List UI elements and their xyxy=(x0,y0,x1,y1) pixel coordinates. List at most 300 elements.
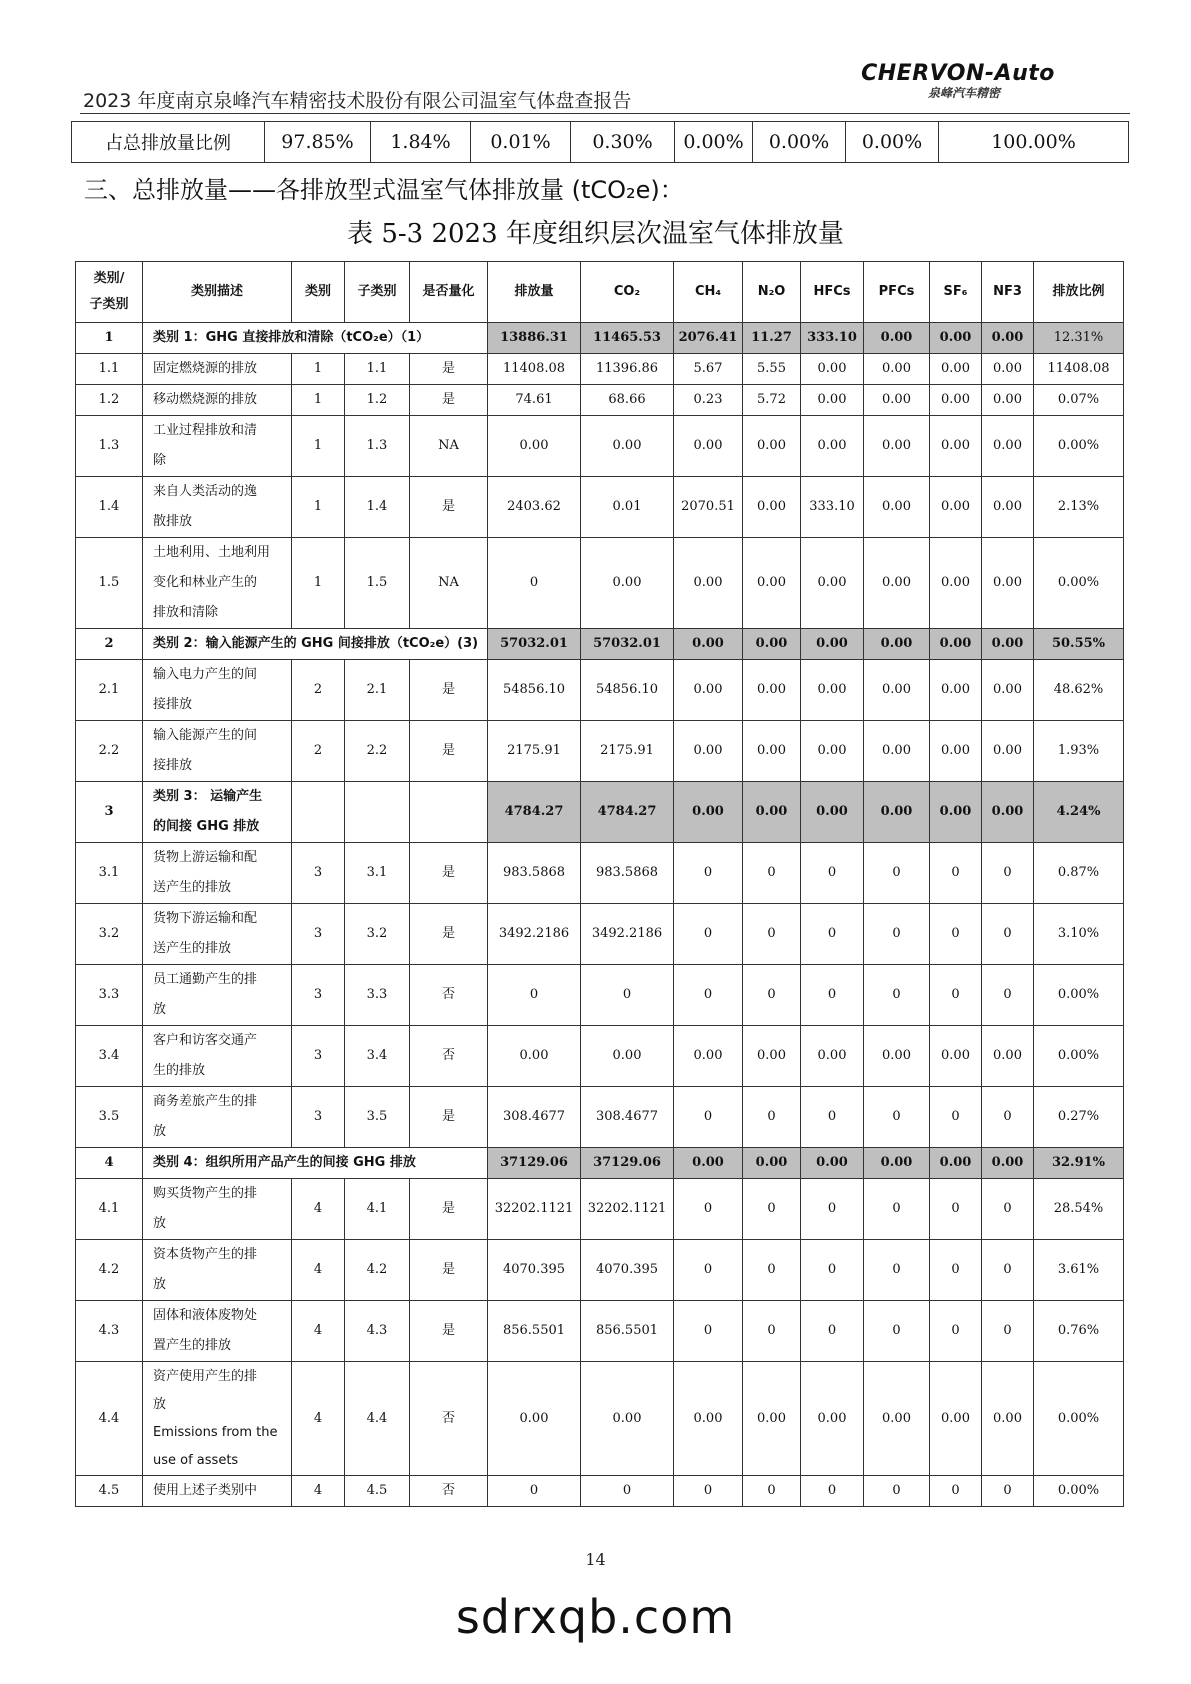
table-cell: 0.00 xyxy=(743,629,801,660)
table-cell: 308.4677 xyxy=(581,1087,674,1148)
table-cell xyxy=(143,660,292,721)
table-cell: 否 xyxy=(410,1362,488,1476)
table-cell: 4.1 xyxy=(345,1179,410,1240)
table-cell: 0.00 xyxy=(930,721,982,782)
cell-text-line: 来自人类活动的逸 xyxy=(153,484,258,499)
table-cell xyxy=(143,782,292,843)
table-cell: 3 xyxy=(292,843,345,904)
table-cell: 0.23 xyxy=(674,385,743,416)
table-cell: 3492.2186 xyxy=(488,904,581,965)
table-cell: 0.00 xyxy=(930,782,982,843)
table-cell: 0.00 xyxy=(674,629,743,660)
table-cell: 0.00 xyxy=(982,538,1034,629)
table-cell xyxy=(143,1026,292,1087)
table-cell: 68.66 xyxy=(581,385,674,416)
table-cell: 2.1 xyxy=(76,660,143,721)
table-cell: 0.87% xyxy=(1034,843,1124,904)
table-cell: 0 xyxy=(982,904,1034,965)
table-cell: 2.2 xyxy=(345,721,410,782)
col-header-id xyxy=(76,262,143,323)
table-cell: 0.00 xyxy=(930,416,982,477)
table-body xyxy=(76,323,1124,1507)
table-cell: 1.2 xyxy=(345,385,410,416)
table-cell: 0 xyxy=(930,1179,982,1240)
col-header-co2: CO₂ xyxy=(581,262,674,323)
table-cell: 3492.2186 xyxy=(581,904,674,965)
table-cell: 3.5 xyxy=(345,1087,410,1148)
table-cell: 0 xyxy=(743,1301,801,1362)
table-cell: 0 xyxy=(864,1087,930,1148)
cell-text-line: 放 xyxy=(153,1124,167,1139)
table-cell: 0.00% xyxy=(1034,538,1124,629)
table-cell: 固定燃烧源的排放 xyxy=(143,354,292,385)
table-cell: 13886.31 xyxy=(488,323,581,354)
cell-text-line: 置产生的排放 xyxy=(153,1338,232,1353)
table-cell: 0 xyxy=(982,1179,1034,1240)
table-cell: 0.00 xyxy=(581,416,674,477)
table-cell: 1.93% xyxy=(1034,721,1124,782)
table-cell: 2175.91 xyxy=(488,721,581,782)
col-header-ch4: CH₄ xyxy=(674,262,743,323)
table-cell: 0.00 xyxy=(488,416,581,477)
table-cell: 0.00 xyxy=(488,1026,581,1087)
table-cell: 0 xyxy=(801,1476,864,1507)
table-cell: 3 xyxy=(292,965,345,1026)
table-cell: 0.00% xyxy=(1034,1026,1124,1087)
table-cell: 57032.01 xyxy=(488,629,581,660)
table-cell xyxy=(143,904,292,965)
table-cell: 0.00 xyxy=(982,323,1034,354)
table-cell: 0.00% xyxy=(1034,1476,1124,1507)
table-cell: 0 xyxy=(982,1087,1034,1148)
table-cell: 0.00 xyxy=(674,1026,743,1087)
watermark-text: sdrxqb.com xyxy=(455,1590,736,1644)
table-cell: 0.00 xyxy=(930,323,982,354)
table-cell: 4 xyxy=(292,1240,345,1301)
table-cell: 0 xyxy=(801,904,864,965)
cell-text-line: 土地利用、土地利用 xyxy=(153,545,271,560)
cell-text-line: 商务差旅产生的排 xyxy=(153,1094,258,1109)
table-cell: 32202.1121 xyxy=(488,1179,581,1240)
table-cell: 3.4 xyxy=(345,1026,410,1087)
table-cell: 856.5501 xyxy=(488,1301,581,1362)
table-cell: 3.10% xyxy=(1034,904,1124,965)
table-cell: 0 xyxy=(801,1179,864,1240)
table-row xyxy=(76,1026,1124,1087)
table-cell: 2.1 xyxy=(345,660,410,721)
cell-text-line: 输入电力产生的间 xyxy=(153,667,258,682)
table-cell: 0.00 xyxy=(982,629,1034,660)
table-cell: 0.01 xyxy=(581,477,674,538)
table-cell: 0 xyxy=(982,1240,1034,1301)
table-cell: 1 xyxy=(292,538,345,629)
table-cell: 856.5501 xyxy=(581,1301,674,1362)
table-cell: 0 xyxy=(801,1240,864,1301)
table-cell: 是 xyxy=(410,904,488,965)
table-cell: 0.00 xyxy=(801,1362,864,1476)
cell-text-line: 子类别 xyxy=(89,297,129,312)
table-row xyxy=(76,538,1124,629)
table-row xyxy=(76,1362,1124,1476)
table-cell: 0 xyxy=(674,1087,743,1148)
table-cell: 983.5868 xyxy=(581,843,674,904)
table-cell: 3.5 xyxy=(76,1087,143,1148)
table-cell: 0 xyxy=(743,843,801,904)
table-cell: 0.00 xyxy=(743,477,801,538)
table-cell xyxy=(143,1179,292,1240)
table-cell: 0.00 xyxy=(864,354,930,385)
table-cell: 0 xyxy=(930,1240,982,1301)
cell-text-line: 放 xyxy=(153,1396,167,1412)
table-cell: 0 xyxy=(743,1087,801,1148)
table-cell: 3 xyxy=(292,1087,345,1148)
table-cell: 5.72 xyxy=(743,385,801,416)
table-cell: 1.3 xyxy=(76,416,143,477)
table-cell: 1.4 xyxy=(76,477,143,538)
table-row xyxy=(76,1179,1124,1240)
table-cell: 0.00 xyxy=(801,1148,864,1179)
emissions-table xyxy=(75,261,1124,1507)
table-cell: 0 xyxy=(930,1087,982,1148)
table-cell: 0 xyxy=(801,965,864,1026)
col-header-n2o: N₂O xyxy=(743,262,801,323)
table-cell: 是 xyxy=(410,477,488,538)
table-cell: 4.5 xyxy=(345,1476,410,1507)
table-cell: 0 xyxy=(864,1179,930,1240)
table-row xyxy=(76,385,1124,416)
cell-text-line: 资产使用产生的排 xyxy=(153,1368,258,1384)
table-cell: 0.00 xyxy=(864,1026,930,1087)
table-cell: 2 xyxy=(76,629,143,660)
table-cell: 3.1 xyxy=(76,843,143,904)
table-cell: 0.00 xyxy=(801,538,864,629)
table-cell: 1.4 xyxy=(345,477,410,538)
cell-text-line: 放 xyxy=(153,1216,167,1231)
col-header-desc: 类别描述 xyxy=(143,262,292,323)
table-cell: 3.1 xyxy=(345,843,410,904)
table-cell: 0.00 xyxy=(930,538,982,629)
table-cell: 否 xyxy=(410,1026,488,1087)
table-cell: 0.00 xyxy=(743,660,801,721)
table-cell: 0 xyxy=(930,904,982,965)
table-cell: 0.00 xyxy=(801,416,864,477)
table-cell: 1.2 xyxy=(76,385,143,416)
table-cell: 4.4 xyxy=(76,1362,143,1476)
table-row xyxy=(76,660,1124,721)
table-cell: 1.5 xyxy=(345,538,410,629)
table-cell: 4.4 xyxy=(345,1362,410,1476)
table-cell: 0 xyxy=(801,1301,864,1362)
table-cell: 是 xyxy=(410,1301,488,1362)
table-cell: 32.91% xyxy=(1034,1148,1124,1179)
cell-text-line: 输入能源产生的间 xyxy=(153,728,258,743)
table-cell: 0.00 xyxy=(674,660,743,721)
table-cell: 否 xyxy=(410,965,488,1026)
table-cell: 3.61% xyxy=(1034,1240,1124,1301)
table-cell: 0.00 xyxy=(930,660,982,721)
logo-text: CHERVON-Auto xyxy=(861,61,1055,86)
table-cell: 0.00% xyxy=(1034,965,1124,1026)
table-cell: 是 xyxy=(410,1087,488,1148)
table-cell: 移动燃烧源的排放 xyxy=(143,385,292,416)
cell-text-line: 资本货物产生的排 xyxy=(153,1247,258,1262)
table-cell: 3.4 xyxy=(76,1026,143,1087)
table-cell: 0 xyxy=(982,965,1034,1026)
table-cell: 是 xyxy=(410,721,488,782)
table-cell: 2.2 xyxy=(76,721,143,782)
table-cell: 0 xyxy=(581,1476,674,1507)
table-cell: 74.61 xyxy=(488,385,581,416)
table-cell: 4 xyxy=(292,1362,345,1476)
table-cell: 0.00 xyxy=(743,1148,801,1179)
table-cell: 3.3 xyxy=(345,965,410,1026)
table-header-row xyxy=(76,262,1124,323)
table-cell: 0.00% xyxy=(1034,416,1124,477)
col-header-sf6: SF₆ xyxy=(930,262,982,323)
table-cell: 0 xyxy=(864,965,930,1026)
table-cell: 3 xyxy=(76,782,143,843)
table-row xyxy=(76,904,1124,965)
table-cell: 0.00 xyxy=(982,721,1034,782)
table-cell: 0 xyxy=(864,1476,930,1507)
table-cell: 0 xyxy=(743,1476,801,1507)
header-divider xyxy=(80,113,1130,114)
table-cell: 4 xyxy=(292,1301,345,1362)
table-cell: 1 xyxy=(292,354,345,385)
table-cell: 0 xyxy=(674,1476,743,1507)
share-value: 1.84% xyxy=(371,122,471,163)
table-cell: 0.00 xyxy=(801,354,864,385)
table-row xyxy=(76,965,1124,1026)
table-cell: 4.2 xyxy=(76,1240,143,1301)
table-cell: 1 xyxy=(292,416,345,477)
table-cell: NA xyxy=(410,538,488,629)
table-caption: 表 5-3 2023 年度组织层次温室气体排放量 xyxy=(347,219,844,249)
table-cell: 否 xyxy=(410,1476,488,1507)
table-cell: 0.00 xyxy=(743,538,801,629)
cell-text-line: use of assets xyxy=(153,1452,239,1468)
table-cell: 3 xyxy=(292,1026,345,1087)
table-cell: 0.00 xyxy=(982,416,1034,477)
share-row xyxy=(72,122,1129,163)
table-cell: 0.00 xyxy=(674,721,743,782)
table-cell: 0.00 xyxy=(864,1362,930,1476)
table-cell: 0.76% xyxy=(1034,1301,1124,1362)
table-cell: 0 xyxy=(743,1179,801,1240)
table-cell: 0.00 xyxy=(864,1148,930,1179)
table-cell: 0.00 xyxy=(801,721,864,782)
table-cell xyxy=(410,782,488,843)
table-cell: 0 xyxy=(930,1476,982,1507)
table-cell: 0 xyxy=(674,1240,743,1301)
table-cell: 0.00 xyxy=(864,385,930,416)
table-cell: 0.00 xyxy=(982,385,1034,416)
table-cell: 0.00 xyxy=(930,1148,982,1179)
table-cell: 0.00 xyxy=(864,660,930,721)
table-cell: 0 xyxy=(930,1301,982,1362)
table-row xyxy=(76,323,1124,354)
table-row xyxy=(76,1087,1124,1148)
table-cell: 0.00 xyxy=(801,1026,864,1087)
table-cell: 类别 1：GHG 直接排放和清除（tCO₂e）（1） xyxy=(143,323,488,354)
cell-text-line: 生的排放 xyxy=(153,1063,206,1078)
table-cell: 333.10 xyxy=(801,323,864,354)
table-cell: 是 xyxy=(410,1179,488,1240)
table-cell: 0.00 xyxy=(581,1362,674,1476)
table-cell: 3.2 xyxy=(76,904,143,965)
share-value: 0.01% xyxy=(471,122,571,163)
company-logo xyxy=(858,62,1058,100)
table-cell: 0.00 xyxy=(864,629,930,660)
table-cell: 0.00 xyxy=(864,782,930,843)
table-cell: 4.1 xyxy=(76,1179,143,1240)
table-cell: 0.00 xyxy=(743,1362,801,1476)
table-cell: 1.3 xyxy=(345,416,410,477)
table-cell: 0 xyxy=(581,965,674,1026)
table-cell: 50.55% xyxy=(1034,629,1124,660)
col-header-quantified: 是否量化 xyxy=(410,262,488,323)
table-row xyxy=(76,1476,1124,1507)
cell-text-line: 放 xyxy=(153,1002,167,1017)
table-cell: 308.4677 xyxy=(488,1087,581,1148)
table-cell xyxy=(143,1362,292,1476)
col-header-nf3: NF3 xyxy=(982,262,1034,323)
table-cell: 4784.27 xyxy=(488,782,581,843)
table-cell: 5.67 xyxy=(674,354,743,385)
cell-text-line: 接排放 xyxy=(153,758,193,773)
table-cell xyxy=(292,782,345,843)
table-cell: 57032.01 xyxy=(581,629,674,660)
share-value: 0.00% xyxy=(753,122,846,163)
table-cell: 0 xyxy=(982,1301,1034,1362)
table-cell: 0.00 xyxy=(982,477,1034,538)
table-cell: 1 xyxy=(76,323,143,354)
table-cell: 0.00 xyxy=(743,782,801,843)
table-cell: 0 xyxy=(743,904,801,965)
table-cell: 0.00 xyxy=(982,782,1034,843)
table-row xyxy=(76,782,1124,843)
table-cell: 0 xyxy=(864,904,930,965)
table-cell: 0 xyxy=(743,1240,801,1301)
table-cell: 0 xyxy=(930,843,982,904)
table-cell xyxy=(143,1087,292,1148)
table-cell: 0.00 xyxy=(801,385,864,416)
table-cell: 0.00 xyxy=(930,629,982,660)
table-row xyxy=(76,477,1124,538)
table-cell: 0.07% xyxy=(1034,385,1124,416)
cell-text-line: 货物下游运输和配 xyxy=(153,911,258,926)
table-cell: 11465.53 xyxy=(581,323,674,354)
table-cell: 0 xyxy=(488,1476,581,1507)
table-row xyxy=(76,1148,1124,1179)
table-cell: 0 xyxy=(930,965,982,1026)
table-row xyxy=(76,1301,1124,1362)
table-row xyxy=(76,721,1124,782)
table-cell: 0 xyxy=(864,1240,930,1301)
table-cell: 0.00 xyxy=(864,477,930,538)
cell-text-line: 放 xyxy=(153,1277,167,1292)
table-cell: 类别 2：输入能源产生的 GHG 间接排放（tCO₂e）(3) xyxy=(143,629,488,660)
table-cell: 983.5868 xyxy=(488,843,581,904)
table-cell: 5.55 xyxy=(743,354,801,385)
table-cell: 是 xyxy=(410,660,488,721)
table-cell: 0.00 xyxy=(674,538,743,629)
table-cell: 0 xyxy=(982,843,1034,904)
table-cell: 2403.62 xyxy=(488,477,581,538)
table-cell: 1.5 xyxy=(76,538,143,629)
share-value: 100.00% xyxy=(939,122,1129,163)
col-header-pfcs: PFCs xyxy=(864,262,930,323)
cell-text-line: 购买货物产生的排 xyxy=(153,1186,258,1201)
table-cell: 4 xyxy=(292,1476,345,1507)
table-cell: 3.3 xyxy=(76,965,143,1026)
table-cell: 0.00 xyxy=(982,1362,1034,1476)
table-cell: 0.00 xyxy=(674,782,743,843)
table-cell xyxy=(143,1301,292,1362)
col-header-hfcs: HFCs xyxy=(801,262,864,323)
table-cell xyxy=(143,538,292,629)
share-value: 0.00% xyxy=(846,122,939,163)
cell-text-line: 货物上游运输和配 xyxy=(153,850,258,865)
table-cell: 是 xyxy=(410,843,488,904)
table-cell: 2175.91 xyxy=(581,721,674,782)
table-row xyxy=(76,843,1124,904)
table-cell: 0.00 xyxy=(743,416,801,477)
table-row xyxy=(76,629,1124,660)
table-row xyxy=(76,416,1124,477)
table-cell: NA xyxy=(410,416,488,477)
cell-text-line: 固体和液体废物处 xyxy=(153,1308,258,1323)
table-cell: 54856.10 xyxy=(581,660,674,721)
table-cell: 0 xyxy=(801,843,864,904)
table-cell: 是 xyxy=(410,1240,488,1301)
report-header-title: 2023 年度南京泉峰汽车精密技术股份有限公司温室气体盘查报告 xyxy=(83,90,632,112)
table-cell: 使用上述子类别中 xyxy=(143,1476,292,1507)
cell-text-line: 接排放 xyxy=(153,697,193,712)
table-cell: 4.2 xyxy=(345,1240,410,1301)
table-cell: 11396.86 xyxy=(581,354,674,385)
table-cell: 0 xyxy=(982,1476,1034,1507)
table-cell: 333.10 xyxy=(801,477,864,538)
share-value: 0.00% xyxy=(675,122,753,163)
table-cell xyxy=(143,843,292,904)
table-cell: 2.13% xyxy=(1034,477,1124,538)
table-cell: 0.00 xyxy=(864,323,930,354)
table-cell xyxy=(143,721,292,782)
table-cell: 类别 4：组织所用产品产生的间接 GHG 排放 xyxy=(143,1148,488,1179)
table-row xyxy=(76,354,1124,385)
table-cell xyxy=(143,477,292,538)
cell-text-line: 送产生的排放 xyxy=(153,941,232,956)
table-row xyxy=(76,1240,1124,1301)
cell-text-line: 类别 3： 运输产生 xyxy=(153,789,263,804)
cell-text-line: 的间接 GHG 排放 xyxy=(153,819,260,834)
cell-text-line: 工业过程排放和清 xyxy=(153,423,258,438)
col-header-ratio: 排放比例 xyxy=(1034,262,1124,323)
table-cell: 0.00 xyxy=(930,354,982,385)
table-cell: 0.00 xyxy=(488,1362,581,1476)
table-cell: 4.3 xyxy=(76,1301,143,1362)
table-cell: 0.00 xyxy=(930,1026,982,1087)
cell-text-line: 员工通勤产生的排 xyxy=(153,972,258,987)
table-cell: 0 xyxy=(488,538,581,629)
table-cell: 0.00 xyxy=(982,660,1034,721)
table-cell: 4.5 xyxy=(76,1476,143,1507)
table-cell: 是 xyxy=(410,385,488,416)
table-cell: 0.00% xyxy=(1034,1362,1124,1476)
table-cell: 4.24% xyxy=(1034,782,1124,843)
share-of-total-table xyxy=(71,121,1129,163)
